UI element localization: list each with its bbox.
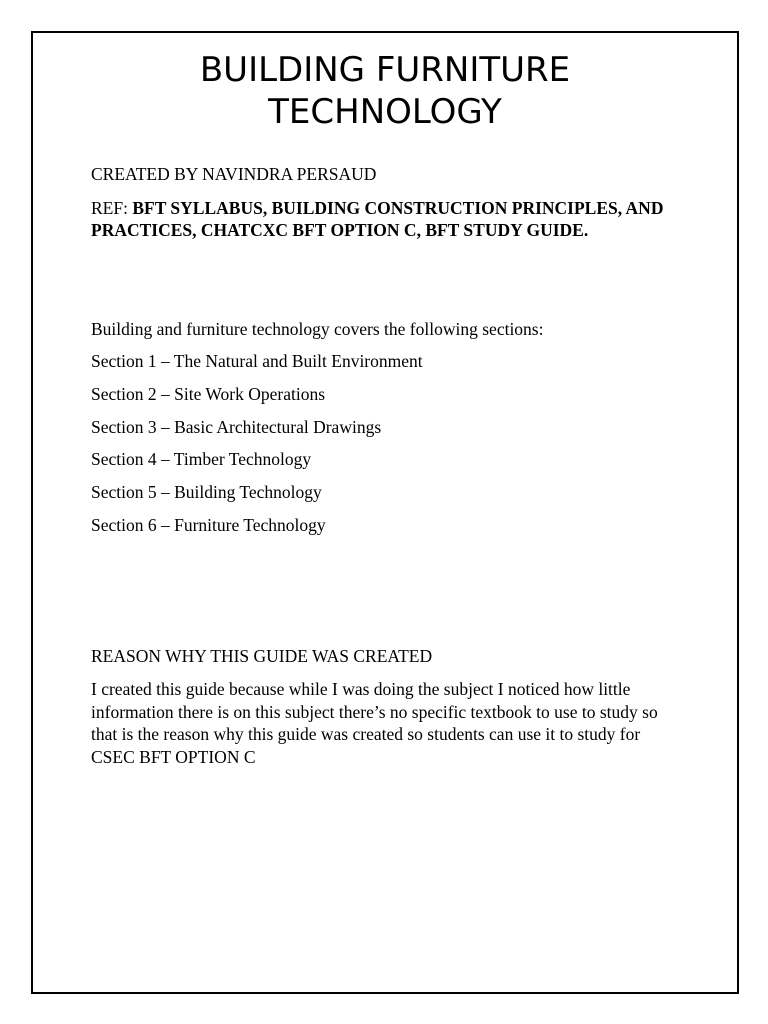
section-item: Section 5 – Building Technology [91, 482, 322, 502]
created-by: CREATED BY NAVINDRA PERSAUD [91, 164, 377, 184]
reason-body: I created this guide because while I was doing the subject I noticed how little information there is on this subject there’s no specific textbook to use to study so that is the reason why this guide was created so students can use it to study for CSEC BFT OPTION C [91, 679, 658, 767]
reason-heading: REASON WHY THIS GUIDE WAS CREATED [91, 646, 433, 666]
document-page [31, 31, 739, 994]
title-line-2: TECHNOLOGY [268, 92, 502, 132]
section-item: Section 4 – Timber Technology [91, 449, 312, 469]
intro-text: Building and furniture technology covers the following sections: [91, 319, 544, 339]
section-item: Section 3 – Basic Architectural Drawings [91, 417, 382, 437]
section-item: Section 2 – Site Work Operations [91, 384, 326, 404]
reference-label: REF: [91, 198, 133, 218]
section-item: Section 1 – The Natural and Built Environment [91, 351, 423, 371]
section-item: Section 6 – Furniture Technology [91, 515, 326, 535]
reference-text: BFT SYLLABUS, BUILDING CONSTRUCTION PRINCIPLES, AND PRACTICES, CHATCXC BFT OPTION C, BFT STUDY GUIDE. [91, 198, 664, 240]
document-title [33, 49, 737, 133]
title-line-1: BUILDING FURNITURE [199, 50, 571, 90]
reference-paragraph [91, 197, 701, 241]
